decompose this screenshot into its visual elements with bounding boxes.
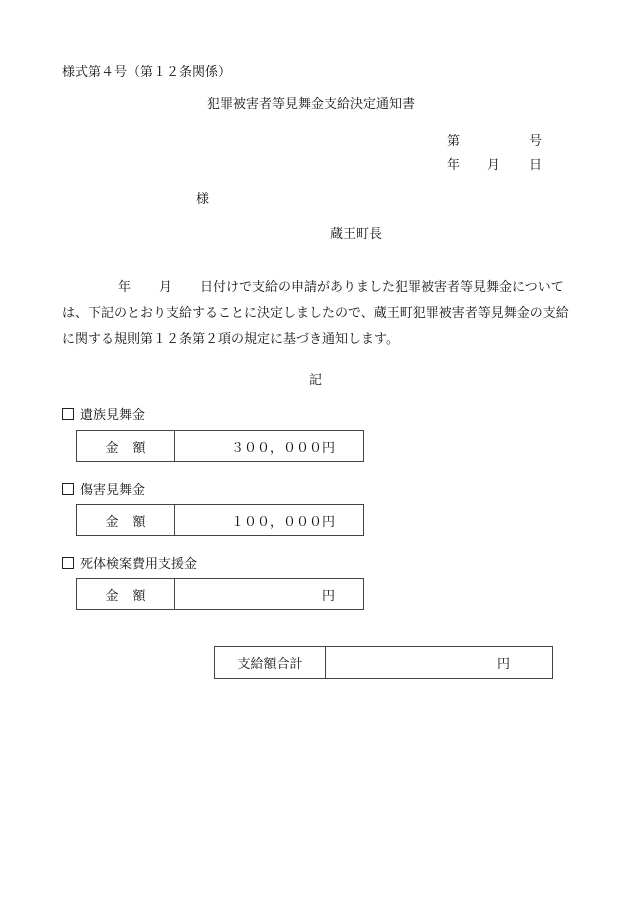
amount-label: 金額 [77, 579, 175, 609]
date-year: 年 [447, 158, 461, 173]
amount-table [76, 430, 364, 462]
body-month: 月 [159, 280, 173, 295]
amount-value: １００，０００円 [230, 514, 335, 530]
body-paragraph [62, 275, 570, 353]
number-prefix: 第 [447, 134, 461, 149]
total-label: 支給額合計 [215, 647, 326, 678]
addressee-suffix: 様 [196, 192, 210, 207]
section-injury [62, 483, 145, 497]
checkbox[interactable] [62, 483, 74, 495]
amount-table [76, 504, 364, 536]
amount-label: 金額 [77, 505, 175, 535]
sender-name: 蔵王町長 [330, 227, 383, 242]
section-autopsy [62, 557, 197, 571]
body-text: 日付けで支給の申請がありました犯罪被害者等見舞金については、下記のとおり支給することに決定しましたので、蔵王町犯罪被害者等見舞金の支給に関する規則第１２条第２項の規定に基づき通知します。 [62, 280, 569, 347]
amount-label: 金額 [77, 431, 175, 461]
amount-value: ３００，０００円 [230, 440, 335, 456]
checkbox[interactable] [62, 557, 74, 569]
section-bereaved [62, 408, 145, 422]
section-label: 傷害見舞金 [80, 483, 146, 498]
total-value: 円 [496, 657, 510, 672]
number-suffix: 号 [529, 134, 543, 149]
form-label: 様式第４号（第１２条関係） [62, 65, 232, 80]
checkbox[interactable] [62, 408, 74, 420]
amount-table [76, 578, 364, 610]
section-label: 遺族見舞金 [80, 408, 146, 423]
total-table [214, 646, 553, 679]
date-month: 月 [487, 158, 501, 173]
document-title: 犯罪被害者等見舞金支給決定通知書 [207, 97, 416, 112]
body-year: 年 [118, 280, 132, 295]
date-day: 日 [529, 158, 543, 173]
section-label: 死体検案費用支援金 [80, 557, 198, 572]
ki-heading: 記 [309, 373, 323, 388]
amount-value: 円 [321, 588, 335, 604]
